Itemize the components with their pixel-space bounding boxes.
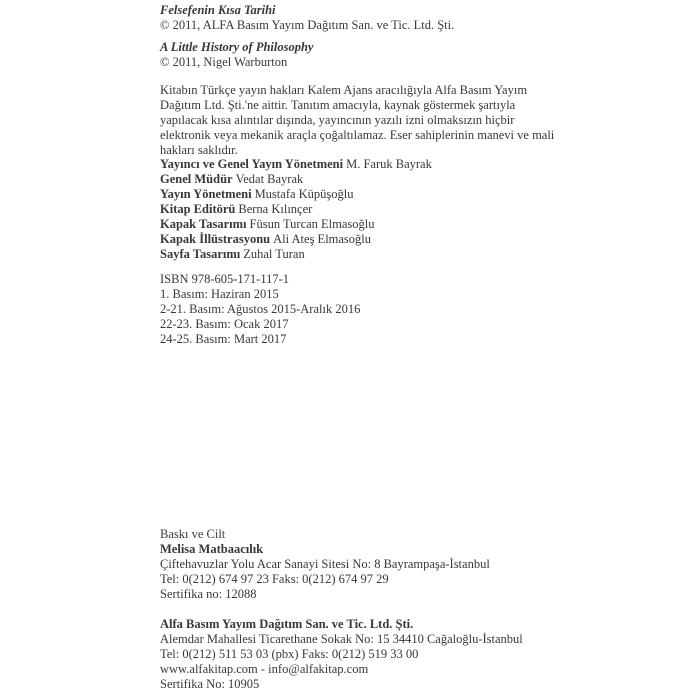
- isbn-editions-block: [160, 272, 360, 347]
- credit-value: Mustafa Küpüşoğlu: [254, 187, 354, 201]
- credit-row: [160, 172, 432, 187]
- publisher-web-email: www.alfakitap.com - info@alfakitap.com: [160, 662, 369, 676]
- credit-value: M. Faruk Bayrak: [346, 157, 432, 171]
- publisher-name: Alfa Basım Yayım Dağıtım San. ve Tic. Ltd. Şti.: [160, 617, 414, 631]
- publisher-certificate: Sertifika No: 10905: [160, 677, 260, 691]
- printer-address: Çiftehavuzlar Yolu Acar Sanayi Sitesi No: 8 Bayrampaşa-İstanbul: [160, 557, 490, 571]
- credit-row: [160, 187, 432, 202]
- credit-label: Genel Müdür: [160, 172, 233, 186]
- credit-row: [160, 202, 432, 217]
- turkish-title: Felsefenin Kısa Tarihi: [160, 3, 276, 17]
- colophon-page: [160, 0, 570, 700]
- credit-row: [160, 232, 432, 247]
- printer-name: Melisa Matbaacılık: [160, 542, 264, 556]
- credit-label: Yayıncı ve Genel Yayın Yönetmeni: [160, 157, 344, 171]
- credit-value: Zuhal Turan: [243, 247, 305, 261]
- credit-value: Vedat Bayrak: [235, 172, 304, 186]
- publisher-address: Alemdar Mahallesi Ticarethane Sokak No: 15 34410 Cağaloğlu-İstanbul: [160, 632, 523, 646]
- credit-label: Yayın Yönetmeni: [160, 187, 252, 201]
- publisher-block: [160, 617, 523, 692]
- english-copyright: © 2011, Nigel Warburton: [160, 55, 288, 69]
- rights-paragraph-block: [160, 83, 556, 158]
- english-title: A Little History of Philosophy: [160, 40, 314, 54]
- credit-label: Kapak Tasarımı: [160, 217, 247, 231]
- credit-label: Sayfa Tasarımı: [160, 247, 241, 261]
- edition-line: 24-25. Basım: Mart 2017: [160, 332, 287, 346]
- edition-line: 22-23. Basım: Ocak 2017: [160, 317, 289, 331]
- credit-row: [160, 217, 432, 232]
- turkish-copyright: © 2011, ALFA Basım Yayım Dağıtım San. ve Tic. Ltd. Şti.: [160, 18, 455, 32]
- credit-row: [160, 247, 432, 262]
- publisher-phone: Tel: 0(212) 511 53 03 (pbx) Faks: 0(212) 519 33 00: [160, 647, 419, 661]
- printer-heading: Baskı ve Cilt: [160, 527, 226, 541]
- credit-value: Berna Kılınçer: [238, 202, 313, 216]
- credit-label: Kitap Editörü: [160, 202, 236, 216]
- credit-label: Kapak İllüstrasyonu: [160, 232, 271, 246]
- isbn: ISBN 978-605-171-117-1: [160, 272, 290, 286]
- credit-value: Füsun Turcan Elmasoğlu: [249, 217, 375, 231]
- printer-block: [160, 527, 490, 602]
- turkish-title-block: [160, 3, 454, 33]
- credit-row: [160, 157, 432, 172]
- credit-value: Ali Ateş Elmasoğlu: [273, 232, 372, 246]
- credits-block: [160, 157, 432, 262]
- rights-paragraph: Kitabın Türkçe yayın hakları Kalem Ajans aracılığıyla Alfa Basım Yayım Dağıtım Ltd. Şti.'ne aittir. Tanıtım amacıyla, kaynak göstermek şartıyla yapılacak kısa alıntılar dışında, yayıncının yazılı izni olmaksızın hiçbir elektronik veya mekanik araçla çoğaltılamaz. Eser sahiplerinin manevi ve mali hakları saklıdır.: [160, 83, 555, 157]
- edition-line: 1. Basım: Haziran 2015: [160, 287, 279, 301]
- english-title-block: [160, 40, 313, 70]
- edition-line: 2-21. Basım: Ağustos 2015-Aralık 2016: [160, 302, 361, 316]
- printer-certificate: Sertifika no: 12088: [160, 587, 257, 601]
- printer-phone: Tel: 0(212) 674 97 23 Faks: 0(212) 674 97 29: [160, 572, 389, 586]
